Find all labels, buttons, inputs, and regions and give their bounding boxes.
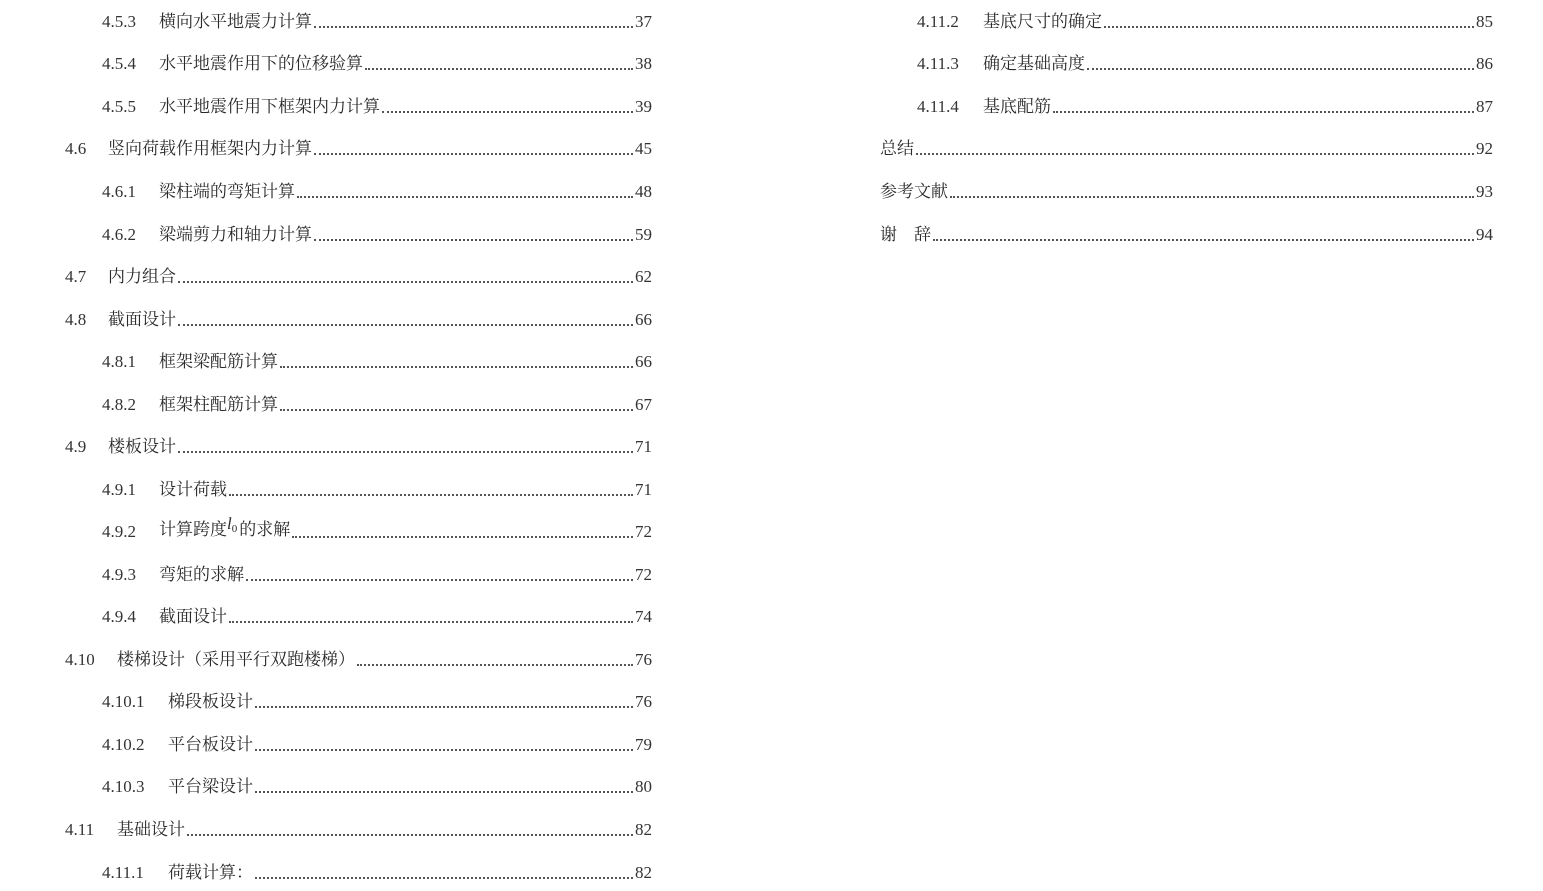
toc-entry[interactable] [65,815,652,841]
dot-leader [382,109,633,113]
toc-entry[interactable] [65,514,652,543]
toc-entry-title: 梯段板设计 [168,692,253,712]
dot-leader [178,279,633,283]
toc-entry-title-part: 计算跨度 [159,520,227,540]
dot-leader [933,237,1474,241]
toc-entry-page-number: 72 [635,522,652,541]
toc-entry[interactable] [65,92,652,118]
toc-entry-title: 水平地震作用下框架内力计算 [159,97,380,117]
toc-entry[interactable] [65,772,652,798]
toc-entry-number: 4.11.2 [917,12,959,31]
dot-leader [229,492,633,496]
toc-entry[interactable] [65,262,652,288]
toc-entry-page-number: 92 [1476,139,1493,158]
toc-entry-title: 梁端剪力和轴力计算 [159,225,312,245]
toc-entry-page-number: 38 [635,54,652,73]
toc-entry-title: 截面设计 [159,607,227,627]
dot-leader [916,151,1474,155]
toc-entry-number: 4.8.2 [102,395,136,414]
toc-entry-number: 4.5.4 [102,54,136,73]
toc-entry-page-number: 87 [1476,97,1493,116]
toc-entry[interactable] [65,560,652,586]
dot-leader [357,662,633,666]
toc-entry-page-number: 71 [635,480,652,499]
toc-entry-title: 横向水平地震力计算 [159,12,312,32]
toc-entry[interactable] [65,134,652,160]
dot-leader [255,789,633,793]
toc-entry-title: 谢 辞 [880,225,931,245]
toc-entry-title: 楼板设计 [108,437,176,457]
dot-leader [314,151,633,155]
toc-entry-page-number: 45 [635,139,652,158]
toc-entry[interactable] [880,49,1493,75]
toc-entry-title: 框架梁配筋计算 [159,352,278,372]
toc-entry-title: 基础设计 [117,820,185,840]
toc-entry-title: 内力组合 [108,267,176,287]
toc-entry-number: 4.10.1 [102,692,145,711]
toc-entry-page-number: 48 [635,182,652,201]
toc-entry[interactable] [65,602,652,628]
toc-entry[interactable] [65,177,652,203]
toc-entry-number: 4.9.3 [102,565,136,584]
toc-entry-title: 基底尺寸的确定 [983,12,1102,32]
math-symbol-l: l [227,514,232,533]
toc-entry-page-number: 76 [635,692,652,711]
toc-entry-page-number: 82 [635,820,652,839]
toc-entry[interactable] [65,858,652,884]
toc-entry-number: 4.6.2 [102,225,136,244]
toc-entry-number: 4.11.1 [102,863,144,882]
toc-entry-number: 4.8.1 [102,352,136,371]
toc-entry-title-part: 的求解 [239,520,291,540]
toc-entry[interactable] [880,177,1493,203]
toc-entry-number: 4.6 [65,139,87,158]
toc-entry-page-number: 74 [635,607,652,626]
dot-leader [314,237,633,241]
toc-entry-page-number: 79 [635,735,652,754]
toc-entry-page-number: 62 [635,267,652,286]
toc-entry[interactable] [880,134,1493,160]
toc-entry[interactable] [65,220,652,246]
toc-entry-page-number: 76 [635,650,652,669]
toc-entry-title: 楼梯设计（采用平行双跑楼梯） [117,650,355,670]
toc-entry-title: 平台梁设计 [168,777,253,797]
dot-leader [178,322,633,326]
dot-leader [246,577,633,581]
toc-entry[interactable] [65,730,652,756]
dot-leader [297,194,633,198]
toc-entry-number: 4.11 [65,820,95,839]
toc-entry-page-number: 59 [635,225,652,244]
dot-leader [1053,109,1474,113]
toc-entry-title: 设计荷载 [159,480,227,500]
toc-entry[interactable] [65,305,652,331]
toc-entry-title: 竖向荷载作用框架内力计算 [108,139,312,159]
dot-leader [314,24,633,28]
toc-entry-page-number: 66 [635,310,652,329]
dot-leader [255,704,633,708]
toc-entry-page-number: 39 [635,97,652,116]
toc-entry-title: 截面设计 [108,310,176,330]
toc-entry-number: 4.7 [65,267,87,286]
dot-leader [255,875,633,879]
toc-entry-page-number: 67 [635,395,652,414]
dot-leader [950,194,1474,198]
toc-entry-title: 确定基础高度 [983,54,1085,74]
dot-leader [1087,66,1474,70]
toc-entry-page-number: 72 [635,565,652,584]
toc-entry-page-number: 71 [635,437,652,456]
toc-entry-page-number: 80 [635,777,652,796]
dot-leader [365,66,633,70]
dot-leader [178,449,633,453]
toc-entry-title: 框架柱配筋计算 [159,395,278,415]
dot-leader [280,407,633,411]
toc-entry[interactable] [880,7,1493,33]
toc-entry-page-number: 93 [1476,182,1493,201]
dot-leader [1104,24,1474,28]
toc-entry-number: 4.9.2 [102,522,136,541]
dot-leader [229,619,633,623]
toc-entry-title: 梁柱端的弯矩计算 [159,182,295,202]
toc-entry-number: 4.9.4 [102,607,136,626]
math-subscript: 0 [231,523,238,535]
toc-entry-page-number: 85 [1476,12,1493,31]
toc-entry[interactable] [65,347,652,373]
toc-entry[interactable] [65,49,652,75]
toc-entry-number: 4.9 [65,437,87,456]
toc-entry-title: 平台板设计 [168,735,253,755]
toc-entry-number: 4.11.4 [917,97,959,116]
toc-entry-title: 水平地震作用下的位移验算 [159,54,363,74]
toc-entry-title: 参考文献 [880,182,948,202]
toc-entry[interactable] [65,475,652,501]
toc-entry-number: 4.11.3 [917,54,959,73]
toc-entry-title: 基底配筋 [983,97,1051,117]
toc-entry[interactable] [65,432,652,458]
toc-entry-number: 4.5.3 [102,12,136,31]
toc-entry-page-number: 37 [635,12,652,31]
toc-entry[interactable] [65,645,652,671]
dot-leader [280,364,633,368]
toc-entry-page-number: 94 [1476,225,1493,244]
toc-entry[interactable] [65,687,652,713]
dot-leader [187,832,633,836]
toc-entry[interactable] [880,220,1493,246]
toc-entry[interactable] [65,390,652,416]
toc-entry-page-number: 82 [635,863,652,882]
toc-entry-number: 4.8 [65,310,87,329]
toc-entry-number: 4.10.3 [102,777,145,796]
toc-entry-number: 4.10 [65,650,95,669]
toc-entry-title: 弯矩的求解 [159,565,244,585]
toc-entry[interactable] [880,92,1493,118]
toc-entry-number: 4.10.2 [102,735,145,754]
toc-entry-title: 总结 [880,139,914,159]
toc-entry-page-number: 86 [1476,54,1493,73]
dot-leader [255,747,633,751]
toc-entry-title [159,514,291,543]
toc-entry-number: 4.9.1 [102,480,136,499]
dot-leader [292,534,633,538]
toc-entry[interactable] [65,7,652,33]
toc-entry-number: 4.6.1 [102,182,136,201]
toc-entry-page-number: 66 [635,352,652,371]
toc-entry-number: 4.5.5 [102,97,136,116]
toc-entry-title: 荷载计算： [168,863,253,883]
